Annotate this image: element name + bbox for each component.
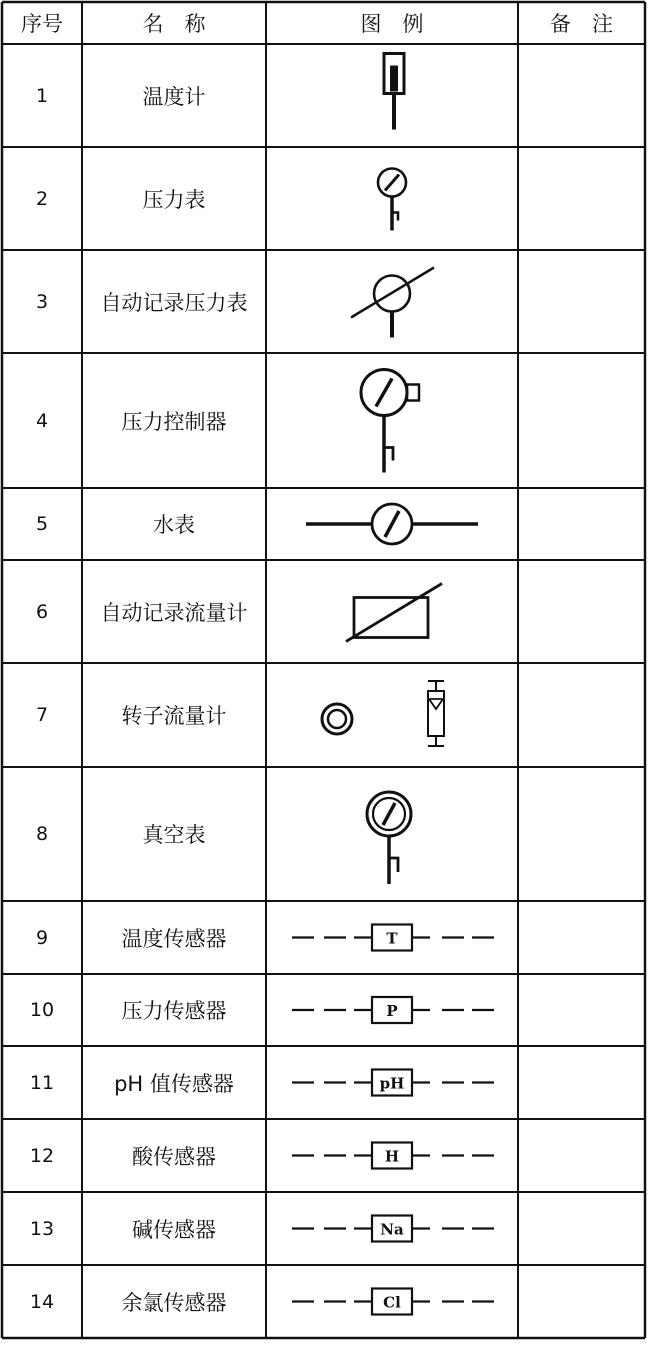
row-index: 8 — [35, 823, 49, 845]
row-remark — [518, 1119, 645, 1192]
row-symbol — [266, 44, 518, 147]
vacuum-gauge-icon — [266, 767, 518, 901]
row-remark — [518, 488, 645, 560]
row-symbol — [266, 147, 518, 250]
row-name: 温度传感器 — [121, 926, 227, 951]
row-remark — [518, 1192, 645, 1265]
row-symbol — [266, 1046, 518, 1119]
acid-sensor-icon — [266, 1119, 518, 1192]
row-symbol — [266, 1265, 518, 1338]
water-meter-icon — [266, 488, 518, 560]
sensor-label: Cl — [383, 1293, 401, 1312]
row-symbol — [266, 901, 518, 974]
row-index: 3 — [35, 290, 49, 313]
row-index: 4 — [35, 409, 49, 432]
row-name: 碱传感器 — [132, 1217, 216, 1242]
row-symbol — [266, 767, 518, 901]
row-remark — [518, 250, 645, 353]
row-remark — [518, 147, 645, 250]
sensor-label: T — [386, 929, 398, 948]
row-index: 7 — [35, 704, 49, 726]
residual-chlorine-sensor-icon — [266, 1265, 518, 1338]
row-name: pH 值传感器 — [114, 1071, 234, 1096]
row-symbol — [266, 1192, 518, 1265]
row-index: 2 — [35, 187, 49, 210]
row-index: 12 — [29, 1144, 55, 1167]
temperature-sensor-icon — [266, 901, 518, 974]
rotameter-icon — [266, 663, 518, 767]
row-name: 真空表 — [142, 823, 206, 847]
header-remark: 备 注 — [550, 12, 613, 36]
row-name: 自动记录流量计 — [100, 600, 248, 625]
pressure-sensor-icon — [266, 974, 518, 1046]
row-remark — [518, 767, 645, 901]
recording-flowmeter-icon — [266, 560, 518, 663]
sensor-label: P — [386, 1002, 398, 1020]
row-remark — [518, 353, 645, 488]
row-index: 14 — [29, 1290, 55, 1313]
row-index: 10 — [29, 999, 55, 1021]
row-index: 11 — [29, 1071, 55, 1094]
pressure-controller-icon — [266, 353, 518, 488]
row-symbol — [266, 1119, 518, 1192]
row-name: 压力表 — [142, 187, 206, 212]
row-symbol — [266, 488, 518, 560]
ph-sensor-icon — [266, 1046, 518, 1119]
row-index: 13 — [29, 1217, 55, 1240]
row-remark — [518, 560, 645, 663]
row-remark — [518, 1046, 645, 1119]
row-remark — [518, 974, 645, 1046]
row-name: 酸传感器 — [132, 1144, 216, 1169]
row-name: 水表 — [153, 513, 195, 537]
row-index: 9 — [35, 926, 49, 949]
row-symbol — [266, 560, 518, 663]
thermometer-icon — [266, 44, 518, 147]
row-remark — [518, 901, 645, 974]
row-name: 温度计 — [142, 84, 206, 109]
header-symbol: 图 例 — [360, 12, 424, 36]
row-symbol — [266, 353, 518, 488]
sensor-label: H — [384, 1147, 400, 1166]
row-symbol — [266, 663, 518, 767]
row-remark — [518, 1265, 645, 1338]
row-symbol — [266, 974, 518, 1046]
row-index: 6 — [35, 600, 49, 623]
row-name: 余氯传感器 — [121, 1290, 227, 1315]
row-symbol — [266, 250, 518, 353]
row-name: 压力传感器 — [121, 999, 227, 1023]
row-index: 1 — [35, 84, 49, 107]
row-name: 转子流量计 — [121, 704, 227, 728]
row-index: 5 — [35, 513, 49, 535]
alkali-sensor-icon — [266, 1192, 518, 1265]
sensor-label: pH — [379, 1074, 405, 1093]
pressure-gauge-icon — [266, 147, 518, 250]
header-name: 名 称 — [142, 12, 206, 36]
row-name: 压力控制器 — [121, 409, 227, 434]
sensor-label: Na — [380, 1220, 404, 1239]
row-name: 自动记录压力表 — [100, 290, 248, 315]
row-remark — [518, 663, 645, 767]
recording-pressure-gauge-icon — [266, 250, 518, 353]
header-index: 序号 — [21, 12, 63, 36]
row-remark — [518, 44, 645, 147]
